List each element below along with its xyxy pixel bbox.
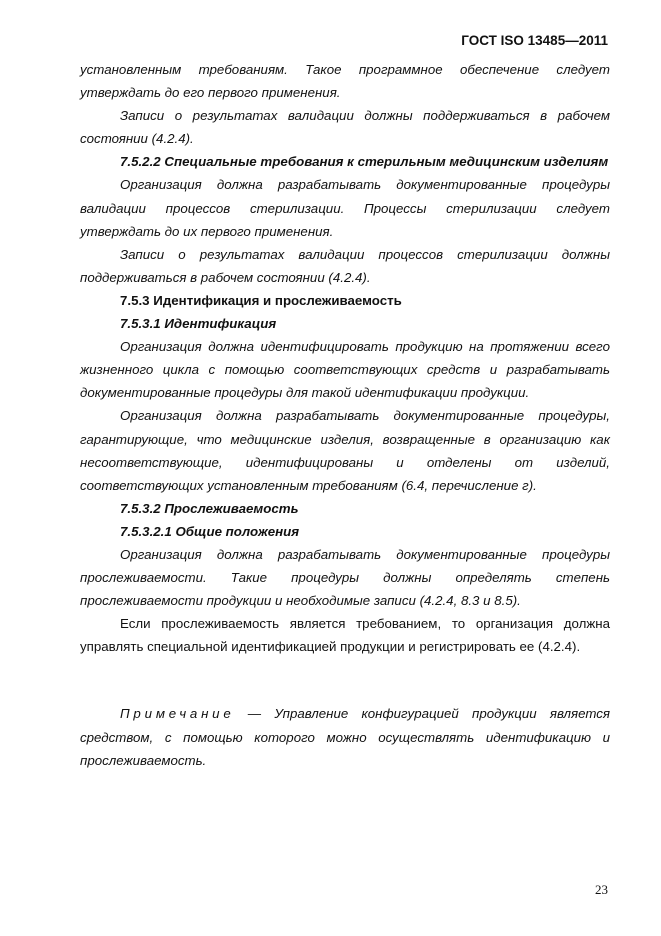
paragraph-traceability-requirement: Если прослеживаемость является требованием, то организация должна управлять специальной идентификацией продукции и регистрировать ее (4.2.4).: [80, 616, 610, 655]
paragraph-traceability-procedures: Организация должна разрабатывать документированные процедуры прослеживаемости. Такие процедуры должны определять степень прослеживаемости продукции и необходимые записи (4.2.4, 8.3 и 8.5).: [80, 546, 610, 609]
heading-7-5-3: 7.5.3 Идентификация и прослеживаемость: [120, 292, 402, 308]
paragraph-identification: Организация должна идентифицировать продукцию на протяжении всего жизненного цикла с помощью соответствующих средств и разрабатывать документированные процедуры для такой идентификации продукции.: [80, 339, 610, 401]
heading-7-5-3-2: 7.5.3.2 Прослеживаемость: [120, 500, 299, 516]
paragraph-records: Записи о результатах валидации должны поддерживаться в рабочем состоянии (4.2.4).: [80, 108, 610, 147]
heading-7-5-3-1: 7.5.3.1 Идентификация: [120, 316, 277, 332]
document-header: ГОСТ ISO 13485—2011: [461, 33, 608, 48]
heading-7-5-3-2-1: 7.5.3.2.1 Общие положения: [120, 523, 300, 539]
note-label: Примечание: [120, 706, 235, 722]
paragraph-returned-devices: Организация должна разрабатывать документированные процедуры, гарантирующие, что медицинские изделия, возвращенные в организацию как несоответствующие, идентифицированы и отделены от изделий, соответствующих установленным требованиям (6.4, перечисление г).: [80, 408, 610, 493]
heading-7-5-2-2: 7.5.2.2 Специальные требования к стерильным медицинским изделиям: [120, 154, 609, 170]
page-number: 23: [595, 882, 608, 897]
paragraph-continuation: установленным требованиям. Такое программное обеспечение следует утверждать до его первого применения.: [80, 62, 610, 101]
note-text: — Управление конфигурацией продукции является средством, с помощью которого можно осуществлять идентификацию и прослеживаемость.: [80, 706, 610, 768]
note-paragraph: [80, 702, 610, 771]
paragraph-sterilization-procedures: Организация должна разрабатывать документированные процедуры валидации процессов стерилизации. Процессы стерилизации следует утверждать до их первого применения.: [80, 177, 610, 239]
paragraph-sterilization-records: Записи о результатах валидации процессов стерилизации должны поддерживаться в рабочем состоянии (4.2.4).: [80, 246, 610, 285]
page-body: [80, 58, 610, 772]
